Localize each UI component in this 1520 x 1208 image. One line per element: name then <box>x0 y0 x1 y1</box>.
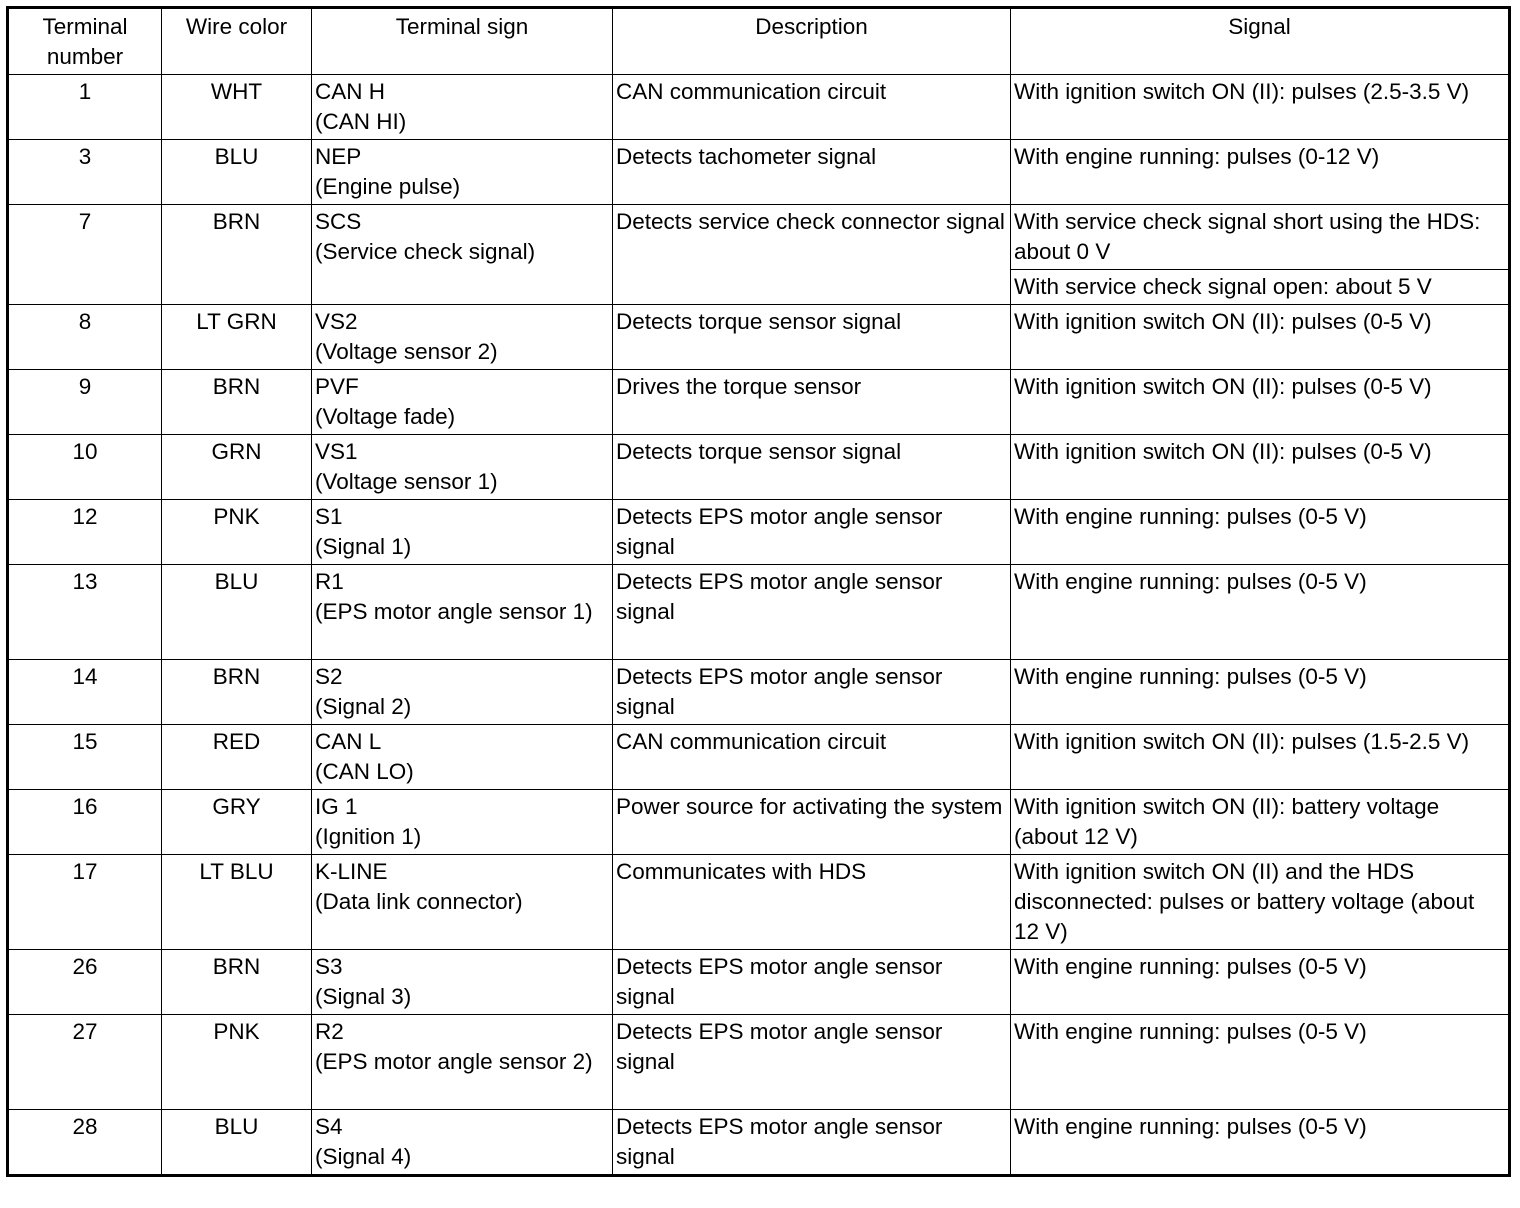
description: Detects tachometer signal <box>613 140 1011 205</box>
table-row <box>8 305 1510 370</box>
signal: With engine running: pulses (0-5 V) <box>1011 1015 1510 1110</box>
description: Detects service check connector signal <box>613 205 1011 305</box>
table-row <box>8 855 1510 950</box>
header-description: Description <box>613 8 1011 75</box>
terminal-sign <box>312 435 613 500</box>
description: Power source for activating the system <box>613 790 1011 855</box>
terminal-number: 17 <box>8 855 162 950</box>
wire-color: BRN <box>162 370 312 435</box>
signal: With engine running: pulses (0-5 V) <box>1011 660 1510 725</box>
terminal-sign-code: S4 <box>315 1114 343 1139</box>
description: Detects EPS motor angle sensor signal <box>613 1110 1011 1176</box>
table-row <box>8 500 1510 565</box>
terminal-sign <box>312 1015 613 1110</box>
signal: With service check signal short using the HDS: about 0 V <box>1011 205 1510 270</box>
table-row <box>8 435 1510 500</box>
wire-color: BLU <box>162 140 312 205</box>
terminal-number: 9 <box>8 370 162 435</box>
terminal-number: 3 <box>8 140 162 205</box>
terminal-sign-name: (Voltage sensor 1) <box>315 469 498 494</box>
header-wire-color: Wire color <box>162 8 312 75</box>
signal: With ignition switch ON (II): pulses (0-5 V) <box>1011 435 1510 500</box>
table-row <box>8 790 1510 855</box>
terminal-sign <box>312 790 613 855</box>
table-row <box>8 950 1510 1015</box>
signal: With engine running: pulses (0-5 V) <box>1011 500 1510 565</box>
terminal-sign-code: K-LINE <box>315 859 388 884</box>
description: Communicates with HDS <box>613 855 1011 950</box>
terminal-sign-code: CAN H <box>315 79 386 104</box>
description: Drives the torque sensor <box>613 370 1011 435</box>
wire-color: PNK <box>162 500 312 565</box>
terminal-sign <box>312 205 613 305</box>
terminal-sign-code: VS1 <box>315 439 358 464</box>
terminal-sign-name: (EPS motor angle sensor 2) <box>315 1049 593 1074</box>
description: CAN communication circuit <box>613 75 1011 140</box>
signal: With engine running: pulses (0-5 V) <box>1011 565 1510 660</box>
terminal-sign <box>312 660 613 725</box>
table-row <box>8 140 1510 205</box>
signal: With ignition switch ON (II) and the HDS disconnected: pulses or battery voltage (about 12 V) <box>1011 855 1510 950</box>
wire-color: GRY <box>162 790 312 855</box>
signal: With ignition switch ON (II): battery voltage (about 12 V) <box>1011 790 1510 855</box>
terminal-sign-code: PVF <box>315 374 359 399</box>
wire-color: LT BLU <box>162 855 312 950</box>
description: Detects EPS motor angle sensor signal <box>613 565 1011 660</box>
wire-color: RED <box>162 725 312 790</box>
terminal-sign <box>312 75 613 140</box>
terminal-sign-name: (Signal 3) <box>315 984 412 1009</box>
wire-color: GRN <box>162 435 312 500</box>
table-row <box>8 1110 1510 1176</box>
header-terminal-sign: Terminal sign <box>312 8 613 75</box>
terminal-sign-code: CAN L <box>315 729 382 754</box>
wire-color: WHT <box>162 75 312 140</box>
terminal-sign-name: (Ignition 1) <box>315 824 422 849</box>
terminal-sign-name: (CAN HI) <box>315 109 407 134</box>
wire-color: BRN <box>162 660 312 725</box>
terminal-number: 16 <box>8 790 162 855</box>
terminal-sign-code: IG 1 <box>315 794 358 819</box>
signal: With ignition switch ON (II): pulses (0-5 V) <box>1011 305 1510 370</box>
description: Detects torque sensor signal <box>613 435 1011 500</box>
signal: With engine running: pulses (0-5 V) <box>1011 1110 1510 1176</box>
signal: With ignition switch ON (II): pulses (2.5-3.5 V) <box>1011 75 1510 140</box>
signal: With service check signal open: about 5 V <box>1011 270 1510 305</box>
terminal-sign-code: S2 <box>315 664 343 689</box>
terminal-sign <box>312 500 613 565</box>
terminal-sign <box>312 725 613 790</box>
description: CAN communication circuit <box>613 725 1011 790</box>
terminal-number: 13 <box>8 565 162 660</box>
terminal-sign-name: (EPS motor angle sensor 1) <box>315 599 593 624</box>
terminal-number: 28 <box>8 1110 162 1176</box>
terminal-sign <box>312 855 613 950</box>
terminal-sign-code: S1 <box>315 504 343 529</box>
terminal-number: 27 <box>8 1015 162 1110</box>
table-row <box>8 1015 1510 1110</box>
signal: With engine running: pulses (0-12 V) <box>1011 140 1510 205</box>
table-row <box>8 205 1510 270</box>
terminal-sign-code: VS2 <box>315 309 358 334</box>
description: Detects EPS motor angle sensor signal <box>613 950 1011 1015</box>
wire-color: BLU <box>162 1110 312 1176</box>
terminal-table <box>6 6 1511 1177</box>
terminal-number: 26 <box>8 950 162 1015</box>
terminal-sign-code: S3 <box>315 954 343 979</box>
terminal-number: 15 <box>8 725 162 790</box>
table-row <box>8 725 1510 790</box>
description: Detects EPS motor angle sensor signal <box>613 1015 1011 1110</box>
terminal-sign-name: (Signal 2) <box>315 694 412 719</box>
terminal-sign <box>312 565 613 660</box>
wire-color: BRN <box>162 950 312 1015</box>
terminal-number: 10 <box>8 435 162 500</box>
terminal-sign-code: R1 <box>315 569 344 594</box>
terminal-sign-code: SCS <box>315 209 362 234</box>
terminal-number: 14 <box>8 660 162 725</box>
terminal-sign <box>312 950 613 1015</box>
terminal-number: 7 <box>8 205 162 305</box>
signal: With ignition switch ON (II): pulses (0-5 V) <box>1011 370 1510 435</box>
table-row <box>8 75 1510 140</box>
header-terminal-number: Terminal number <box>8 8 162 75</box>
table-row <box>8 565 1510 660</box>
description: Detects torque sensor signal <box>613 305 1011 370</box>
terminal-sign-name: (Engine pulse) <box>315 174 461 199</box>
wire-color: PNK <box>162 1015 312 1110</box>
table-row <box>8 660 1510 725</box>
terminal-sign-name: (Signal 4) <box>315 1144 412 1169</box>
table-row <box>8 370 1510 435</box>
header-signal: Signal <box>1011 8 1510 75</box>
terminal-number: 1 <box>8 75 162 140</box>
terminal-sign-name: (CAN LO) <box>315 759 414 784</box>
wire-color: LT GRN <box>162 305 312 370</box>
signal: With ignition switch ON (II): pulses (1.5-2.5 V) <box>1011 725 1510 790</box>
terminal-sign <box>312 370 613 435</box>
terminal-sign-name: (Voltage fade) <box>315 404 456 429</box>
wire-color: BRN <box>162 205 312 305</box>
terminal-sign-code: R2 <box>315 1019 344 1044</box>
description: Detects EPS motor angle sensor signal <box>613 660 1011 725</box>
header-row <box>8 8 1510 75</box>
terminal-sign <box>312 1110 613 1176</box>
signal: With engine running: pulses (0-5 V) <box>1011 950 1510 1015</box>
terminal-sign <box>312 140 613 205</box>
terminal-number: 8 <box>8 305 162 370</box>
terminal-sign-name: (Voltage sensor 2) <box>315 339 498 364</box>
description: Detects EPS motor angle sensor signal <box>613 500 1011 565</box>
wire-color: BLU <box>162 565 312 660</box>
terminal-sign-code: NEP <box>315 144 362 169</box>
terminal-sign-name: (Service check signal) <box>315 239 536 264</box>
terminal-sign <box>312 305 613 370</box>
terminal-number: 12 <box>8 500 162 565</box>
terminal-sign-name: (Data link connector) <box>315 889 523 914</box>
terminal-sign-name: (Signal 1) <box>315 534 412 559</box>
